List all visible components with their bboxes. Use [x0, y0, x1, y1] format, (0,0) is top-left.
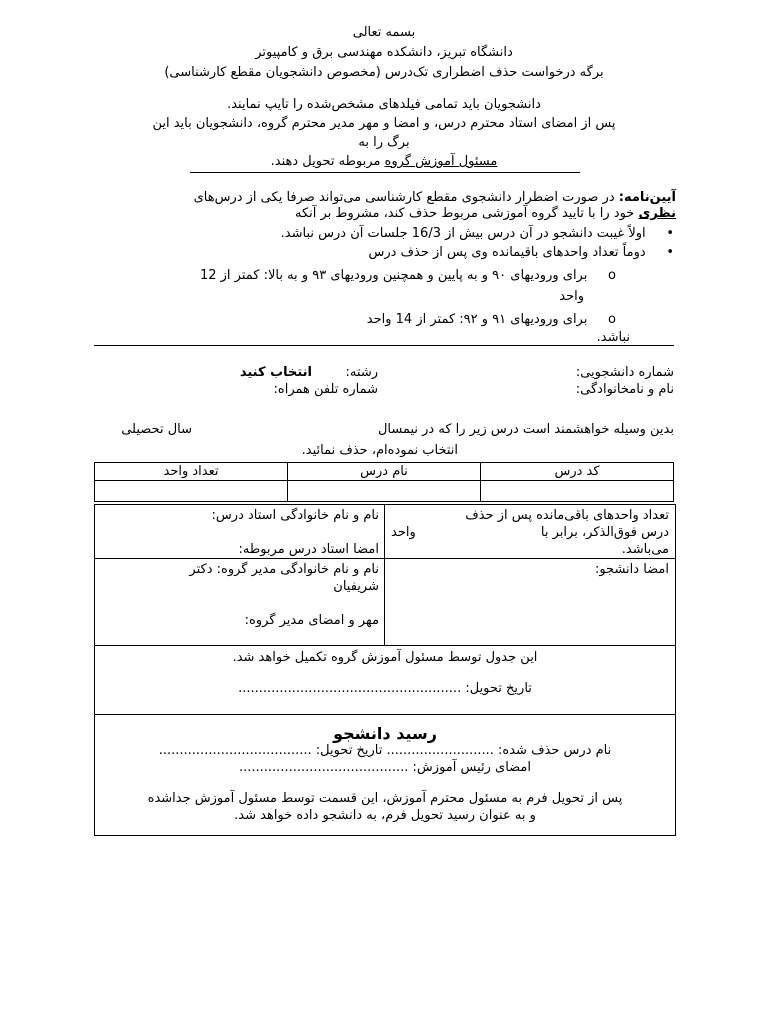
phone-label: شماره تلفن همراه:: [273, 382, 378, 397]
regulations-divider: [94, 345, 674, 346]
department-head-cell: [95, 559, 385, 645]
course-code-header: کد درس: [481, 463, 674, 481]
major-select[interactable]: انتخاب کنید: [239, 365, 312, 380]
circle-bullet-icon: o: [587, 268, 616, 283]
head-seal-label: مهر و امضای مدیر گروه:: [244, 613, 379, 628]
receipt-note-2: و به عنوان رسید تحویل فرم، به دانشجو داده خواهد شد.: [234, 808, 536, 823]
instruction-line-4: [94, 152, 674, 171]
sub-item-2-text: برای ورودیهای ۹۱ و ۹۲: کمتر از 14 واحد: [366, 312, 588, 327]
university-name: دانشگاه تبریز، دانشکده مهندسی برق و کامپیوتر: [255, 45, 513, 60]
regulations-text-2: خود را با تایید گروه آموزشی مربوط حذف کند، مشروط بر آنکه: [295, 206, 639, 221]
box-divider-2: [95, 645, 675, 646]
major-label: رشته:: [345, 365, 378, 380]
officer-note-cell: [95, 647, 675, 714]
theoretical-word: نظری: [638, 206, 676, 221]
course-table-row: [95, 481, 674, 502]
instruction-line-4-rest: مربوطه تحویل دهند.: [270, 154, 385, 169]
sub-item-1-text: برای ورودیهای ۹۰ و به پایین و همچنین ورودیهای ۹۳ و به بالا: کمتر از 12: [199, 268, 588, 283]
remaining-units-line-3: می‌باشد.: [621, 542, 669, 557]
remaining-units-line-2: [391, 524, 669, 541]
remaining-units-line-1: تعداد واحدهای باقی‌مانده پس از حذف: [465, 508, 669, 523]
receipt-section: [95, 723, 675, 835]
instructor-cell: [95, 505, 385, 558]
course-table-header: [95, 463, 674, 481]
instruction-underline: [190, 172, 580, 173]
remaining-units-text: درس فوق‌الذکر، برابر با: [540, 525, 669, 540]
student-name-label: نام و نامخانوادگی:: [575, 382, 674, 397]
regulations-text-1: در صورت اضطرار دانشجوی مقطع کارشناسی می‌تواند صرفا یکی از درس‌های: [193, 190, 619, 205]
instructor-sign-label: امضا استاد درس مربوطه:: [238, 542, 379, 557]
remaining-units-unit: واحد: [391, 525, 416, 540]
circle-bullet-icon: o: [587, 312, 616, 327]
sub-item-1-cont: واحد: [559, 289, 584, 304]
head-name-label: نام و نام خانوادگی مدیر گروه: دکتر: [189, 562, 379, 577]
bullet-dot-icon: •: [645, 226, 674, 241]
regulations-label: آیین‌نامه:: [618, 190, 676, 205]
course-units-cell[interactable]: [95, 481, 288, 502]
bullet-1: [281, 225, 674, 242]
student-sign-label: امضا دانشجو:: [594, 562, 669, 577]
receipt-note-1: پس از تحویل فرم به مسئول محترم آموزش، این قسمت توسط مسئول آموزش جداشده: [147, 791, 623, 806]
sub-item-2: [367, 311, 616, 328]
instruction-line-2: پس از امضای استاد محترم درس، و امضا و مهر مدیر محترم گروه، دانشجویان باید این: [152, 116, 616, 131]
bullet-2-text: دوماً تعداد واحدهای باقیمانده وی پس از حذف درس: [368, 245, 646, 260]
instruction-line-3: برگ را به: [358, 135, 410, 150]
instruction-line-1: دانشجویان باید تمامی فیلدهای مشخص‌شده را تایپ نمایند.: [227, 97, 541, 112]
bismillah-line: بسمه تعالی: [352, 25, 416, 40]
course-name-cell[interactable]: [288, 481, 481, 502]
course-code-cell[interactable]: [481, 481, 674, 502]
remaining-units-cell: [385, 505, 675, 558]
course-name-header: نام درس: [288, 463, 481, 481]
receipt-line-1: نام درس حذف شده: .......................... تاریخ تحویل: .....................................: [158, 743, 612, 758]
student-id-label: شماره دانشجویی:: [575, 365, 674, 380]
approval-box: [94, 504, 676, 836]
regulations: [94, 190, 676, 222]
bullet-2: [368, 244, 674, 261]
receipt-title: رسید دانشجو: [333, 724, 437, 743]
regulations-end: نباشد.: [596, 330, 630, 345]
course-table: [94, 462, 674, 502]
bullet-dot-icon: •: [645, 245, 674, 260]
bullet-1-text: اولاً غیبت دانشجو در آن درس بیش از 16/3 جلسات آن درس نباشد.: [280, 226, 646, 241]
form-title: برگه درخواست حذف اضطراری تک‌درس (مخصوص دانشجویان مقطع کارشناسی): [164, 65, 604, 80]
delivery-date-line: تاریخ تحویل: ......................................................: [238, 681, 532, 696]
instructor-name-label: نام و نام خانوادگی استاد درس:: [211, 508, 379, 523]
request-text-1: بدین وسیله خواهشمند است درس زیر را که در نیمسال: [377, 422, 674, 437]
box-divider-3: [95, 714, 675, 715]
receipt-line-2: امضای رئیس آموزش: .........................................: [238, 760, 532, 775]
request-text-2: سال تحصیلی: [121, 422, 192, 437]
education-officer-text: مسئول آموزش گروه: [384, 154, 498, 169]
sub-item-1: [200, 267, 616, 284]
request-text-3: انتخاب نموده‌ام، حذف نمائید.: [301, 443, 458, 458]
officer-note: این جدول توسط مسئول آموزش گروه تکمیل خواهد شد.: [232, 650, 538, 665]
student-sign-cell: [385, 559, 675, 645]
course-units-header: تعداد واحد: [95, 463, 288, 481]
instructions: [94, 95, 674, 171]
head-name-value: شریفیان: [333, 579, 379, 594]
regulations-list: [94, 225, 674, 345]
